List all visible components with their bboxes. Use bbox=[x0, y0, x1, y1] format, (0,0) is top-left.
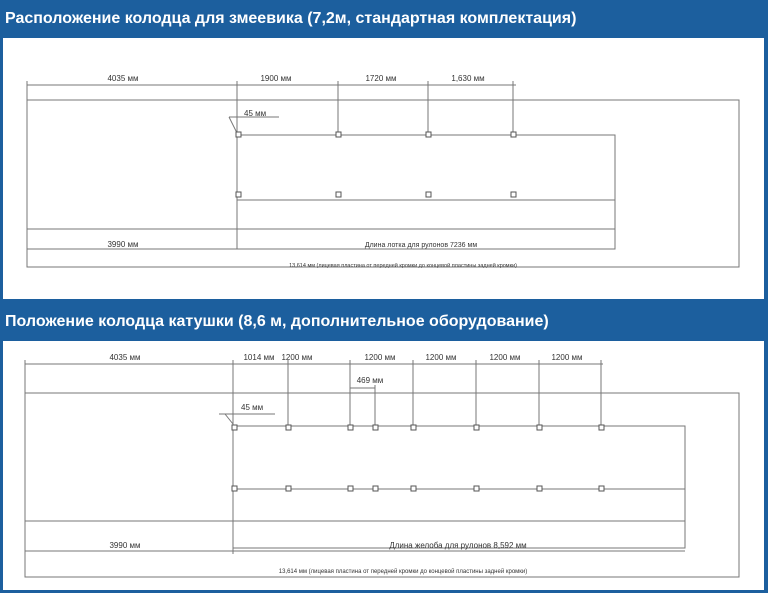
section1-title: Расположение колодца для змеевика (7,2м, стандартная комплектация) bbox=[5, 10, 577, 27]
diagram-panel-optional bbox=[3, 341, 764, 590]
dim-1014: 1014 мм bbox=[243, 353, 275, 362]
dim-tray-length: Длина лотка для рулонов 7236 мм bbox=[364, 242, 478, 249]
dim-1200-b: 1200 мм bbox=[364, 353, 396, 362]
coil-well-diagram-standard bbox=[3, 38, 764, 299]
dim-469: 469 мм bbox=[356, 376, 384, 385]
dim-1900: 1900 мм bbox=[260, 74, 292, 83]
section2-title: Положение колодца катушки (8,6 м, дополнительное оборудование) bbox=[5, 313, 549, 330]
dim-1200-d: 1200 мм bbox=[489, 353, 521, 362]
dim-1630: 1,630 мм bbox=[451, 74, 485, 83]
dim-total-length: 13,614 мм (лицевая пластина от передней кромки до концевой пластины задней кромки) bbox=[289, 263, 517, 269]
dim-1200-a: 1200 мм bbox=[281, 353, 313, 362]
dim-front-3990: 3990 мм bbox=[107, 240, 139, 249]
dim-total-length: 13,614 мм (лицевая пластина от передней кромки до концевой пластины задней кромки) bbox=[278, 569, 528, 575]
dim-4035: 4035 мм bbox=[107, 74, 139, 83]
dim-offset-45: 45 мм bbox=[241, 403, 264, 412]
coil-tray bbox=[233, 426, 685, 548]
diagram-panel-standard bbox=[3, 38, 764, 299]
dim-4035: 4035 мм bbox=[109, 353, 141, 362]
dim-1200-e: 1200 мм bbox=[551, 353, 583, 362]
coil-well-diagram-optional bbox=[3, 341, 764, 590]
dim-front-3990: 3990 мм bbox=[109, 541, 141, 550]
coil-wells bbox=[232, 425, 604, 491]
coil-wells bbox=[236, 132, 516, 197]
dim-offset-45: 45 мм bbox=[244, 109, 267, 118]
dim-tray-length: Длина желоба для рулонов 8,592 мм bbox=[389, 541, 527, 550]
dim-1200-c: 1200 мм bbox=[425, 353, 457, 362]
dim-1720: 1720 мм bbox=[365, 74, 397, 83]
